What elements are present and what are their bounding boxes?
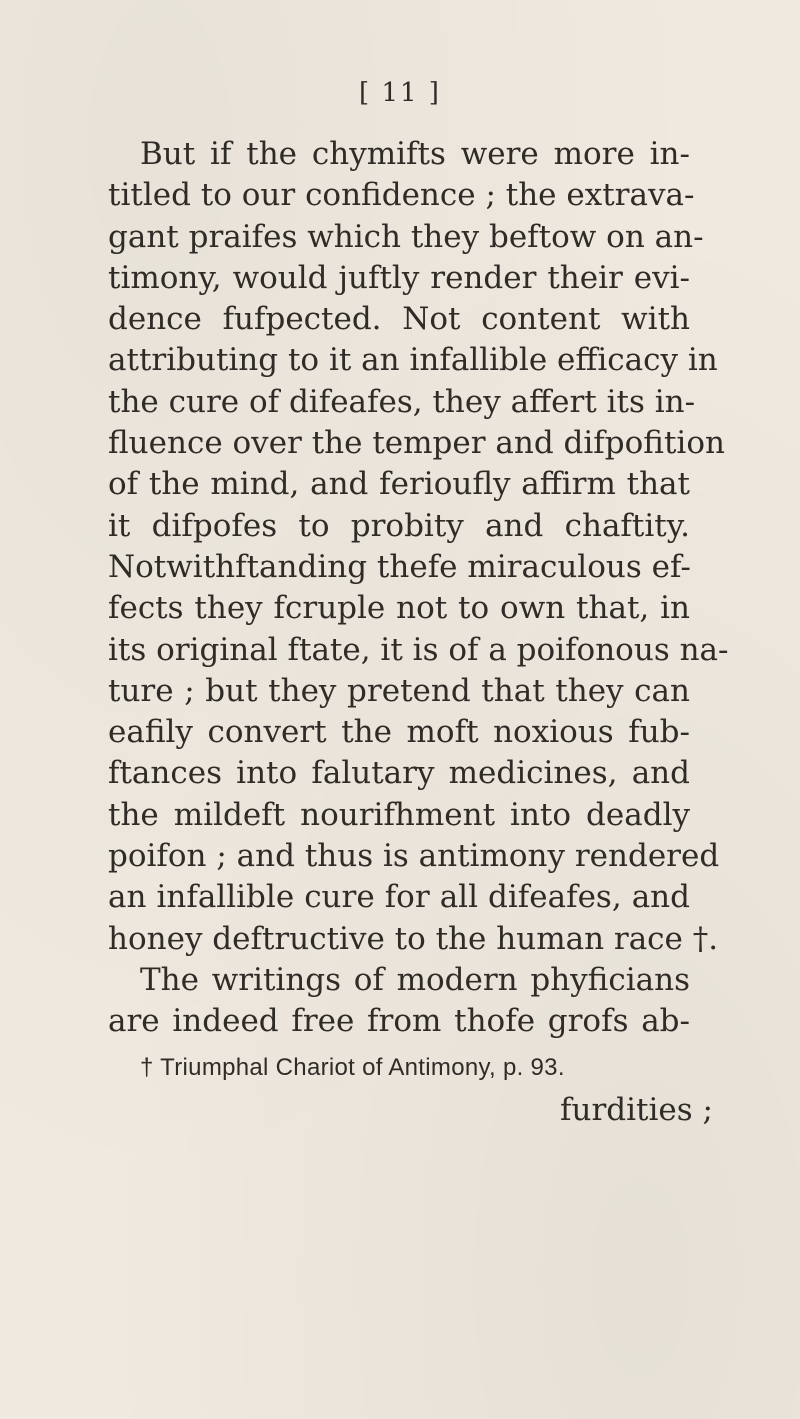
text-line: But if the chymifts were more in-	[140, 136, 690, 172]
text-line: an infallible cure for all difeafes, and	[108, 879, 690, 916]
text-line: are indeed free from thofe grofs ab-	[108, 1003, 690, 1040]
text-line: fluence over the temper and difpofition	[108, 425, 725, 462]
text-line: gant praifes which they beftow on an-	[108, 218, 704, 255]
text-line: its original ftate, it is of a poifonous na-	[108, 631, 729, 668]
text-line: dence fufpected. Not content with	[108, 301, 690, 338]
text-line: The writings of modern phyficians	[140, 961, 690, 998]
text-line: poifon ; and thus is antimony rendered	[108, 838, 720, 875]
text-line: titled to our confidence ; the extrava-	[108, 177, 695, 214]
text-line: attributing to it an infallible efficacy in	[108, 342, 718, 379]
text-line: timony, would juftly render their evi-	[108, 259, 690, 296]
text-line: the cure of difeafes, they affert its in-	[108, 383, 696, 420]
body-text	[108, 134, 729, 1043]
text-line: ftances into falutary medicines, and	[108, 755, 690, 792]
catchword: furdities ;	[560, 1092, 713, 1128]
text-line: it difpofes to probity and chaftity.	[108, 507, 690, 544]
text-line: Notwithftanding thefe miraculous ef-	[108, 548, 691, 585]
text-line: honey deftructive to the human race †.	[108, 920, 719, 957]
text-line: the mildeft nourifhment into deadly	[108, 796, 690, 833]
text-line: fects they fcruple not to own that, in	[108, 590, 690, 627]
text-line: of the mind, and ferioufly affirm that	[108, 466, 690, 503]
page-number: [ 11 ]	[359, 78, 441, 108]
footnote: † Triumphal Chariot of Antimony, p. 93.	[140, 1054, 565, 1081]
text-line: ture ; but they pretend that they can	[108, 672, 690, 709]
text-line: eafily convert the moft noxious fub-	[108, 714, 690, 751]
